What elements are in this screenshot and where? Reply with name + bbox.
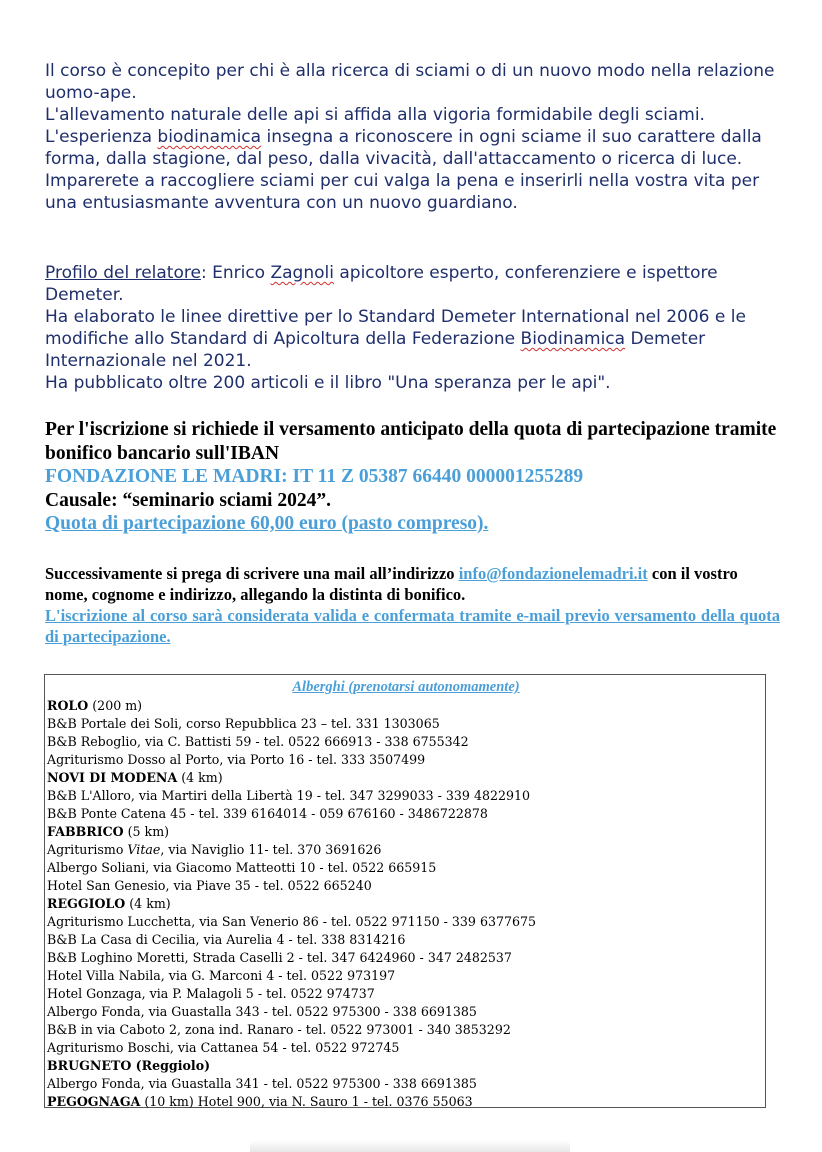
- location-heading: NOVI DI MODENA (4 km): [47, 770, 223, 785]
- hotel-item: Agriturismo Lucchetta, via San Venerio 86 - tel. 0522 971150 - 339 6377675: [47, 914, 537, 929]
- hotel-item: Hotel Villa Nabila, via G. Marconi 4 - tel. 0522 973197: [47, 968, 396, 983]
- location-heading: REGGIOLO (4 km): [47, 896, 171, 911]
- location-heading: FABBRICO (5 km): [47, 824, 170, 839]
- hotel-item: B&B Ponte Catena 45 - tel. 339 6164014 - 059 676160 - 3486722878: [47, 806, 488, 821]
- hotel-item: B&B in via Caboto 2, zona ind. Ranaro - tel. 0522 973001 - 340 3853292: [47, 1022, 511, 1037]
- hotel-item: Hotel San Genesio, via Piave 35 - tel. 0522 665240: [47, 878, 372, 893]
- course-description: [45, 60, 785, 214]
- hotel-item: B&B La Casa di Cecilia, via Aurelia 4 - tel. 338 8314216: [47, 932, 406, 947]
- hotel-item: Hotel Gonzaga, via P. Malagoli 5 - tel. 0522 974737: [47, 986, 375, 1001]
- profile-line-3: Ha pubblicato oltre 200 articoli e il libro "Una speranza per le api".: [45, 373, 611, 393]
- mail-section: [45, 563, 780, 647]
- hotel-item: B&B Loghino Moretti, Strada Caselli 2 - tel. 347 6424960 - 347 2482537: [47, 950, 512, 965]
- intro-line-4: Imparerete a raccogliere sciami per cui valga la pena e inserirli nella vostra vita per una entusiasmante avventura con un nuovo guardiano.: [45, 171, 760, 213]
- fee-line: Quota di partecipazione 60,00 euro (pasto compreso).: [45, 513, 489, 534]
- hotel-item: B&B Portale dei Soli, corso Repubblica 23 – tel. 331 1303065: [47, 716, 440, 731]
- location-heading: PEGOGNAGA (10 km) Hotel 900, via N. Sauro 1 - tel. 0376 55063: [47, 1094, 473, 1109]
- hotel-item: B&B Reboglio, via C. Battisti 59 - tel. 0522 666913 - 338 6755342: [47, 734, 469, 749]
- spellcheck-word: biodinamica: [157, 127, 262, 147]
- location-heading: BRUGNETO (Reggiolo): [47, 1058, 211, 1073]
- validity-note: L'iscrizione al corso sarà considerata valida e confermata tramite e-mail previo versamento della quota di partecipazione.: [45, 606, 780, 646]
- speaker-profile: [45, 262, 785, 394]
- email-link[interactable]: info@fondazionelemadri.it: [458, 564, 648, 583]
- hotel-item: B&B L'Alloro, via Martiri della Libertà 19 - tel. 347 3299033 - 339 4822910: [47, 788, 531, 803]
- profile-line-2: Ha elaborato le linee direttive per lo Standard Demeter International nel 2006 e le modifiche allo Standard di Apicoltura della Federazione Biodinamica Demeter Internazionale nel 2021.: [45, 307, 746, 371]
- intro-line-1: Il corso è concepito per chi è alla ricerca di sciami o di un nuovo modo nella relazione uomo-ape.: [45, 61, 775, 103]
- hotel-item: Agriturismo Vitae, via Naviglio 11- tel. 370 3691626: [47, 842, 382, 857]
- hotel-item: Agriturismo Dosso al Porto, via Porto 16 - tel. 333 3507499: [47, 752, 426, 767]
- hotels-title: Alberghi (prenotarsi autonomamente): [292, 679, 520, 695]
- hotel-item: Albergo Soliani, via Giacomo Matteotti 10 - tel. 0522 665915: [47, 860, 437, 875]
- mail-instructions: Successivamente si prega di scrivere una mail all’indirizzo info@fondazionelemadri.it con il vostro nome, cognome e indirizzo, allegando la distinta di bonifico.: [45, 564, 738, 604]
- intro-line-3: L'esperienza biodinamica insegna a riconoscere in ogni sciame il suo carattere dalla forma, dalla stagione, dal peso, dalla vivacità, dall'attaccamento o ricerca di luce.: [45, 127, 762, 169]
- iban-line: FONDAZIONE LE MADRI: IT 11 Z 05387 66440 000001255289: [45, 466, 584, 487]
- speaker-surname: Zagnoli: [270, 263, 334, 283]
- hotel-item: Albergo Fonda, via Guastalla 341 - tel. 0522 975300 - 338 6691385: [47, 1076, 477, 1091]
- profile-line-1: Profilo del relatore: Enrico Zagnoli apicoltore esperto, conferenziere e ispettore Demeter.: [45, 263, 718, 305]
- hotel-item: Albergo Fonda, via Guastalla 343 - tel. 0522 975300 - 338 6691385: [47, 1004, 477, 1019]
- location-heading: ROLO (200 m): [47, 698, 143, 713]
- intro-line-2: L'allevamento naturale delle api si affida alla vigoria formidabile degli sciami.: [45, 105, 705, 125]
- hotel-item: Agriturismo Boschi, via Cattanea 54 - tel. 0522 972745: [47, 1040, 400, 1055]
- causale-line: Causale: “seminario sciami 2024”.: [45, 489, 331, 511]
- hotels-box: [44, 674, 766, 1108]
- profile-label: Profilo del relatore: [45, 263, 201, 283]
- registration-section: [45, 418, 785, 536]
- page-edge-shadow: [250, 1140, 570, 1152]
- registration-text: Per l'iscrizione si richiede il versamento anticipato della quota di partecipazione tramite bonifico bancario sull'IBAN: [45, 419, 777, 464]
